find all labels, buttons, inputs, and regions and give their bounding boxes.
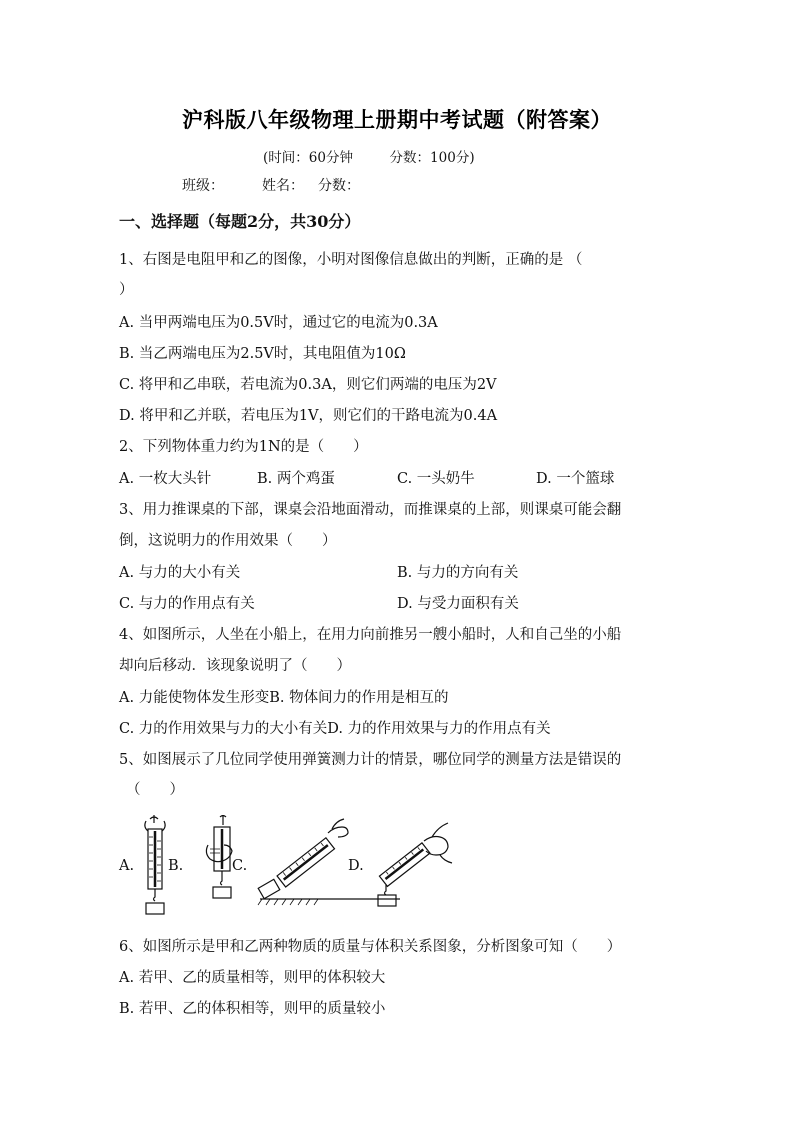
question-3-option-d: D. 与受力面积有关: [397, 596, 519, 612]
figure-label-c: C.: [232, 858, 248, 874]
question-1-stem-cont: ）: [119, 282, 134, 298]
class-label: 班级：: [182, 178, 224, 194]
question-4-options-cd: C. 力的作用效果与力的大小有关D. 力的作用效果与力的作用点有关: [119, 721, 551, 737]
question-3-stem: 3、用力推课桌的下部，课桌会沿地面滑动，而推课桌的上部，则课桌可能会翻: [119, 502, 622, 518]
question-5-stem: 5、如图展示了几位同学使用弹簧测力计的情景，哪位同学的测量方法是错误的: [119, 752, 622, 768]
question-4-stem: 4、如图所示，人坐在小船上，在用力向前推另一艘小船时，人和自己坐的小船: [119, 627, 622, 643]
question-1-option-b: B. 当乙两端电压为2.5V时，其电阻值为10Ω: [119, 346, 406, 362]
question-1-option-d: D. 将甲和乙并联，若电压为1V，则它们的干路电流为0.4A: [119, 408, 498, 424]
score-label: 分数：: [318, 178, 360, 194]
figure-label-b: B.: [168, 858, 184, 874]
scale-d-icon: [378, 823, 452, 906]
question-2-option-a: A. 一枚大头针: [119, 471, 212, 487]
figure-label-d: D.: [348, 858, 364, 874]
question-2-option-c: C. 一头奶牛: [397, 471, 475, 487]
figure-label-a: A.: [119, 858, 135, 874]
question-6-stem: 6、如图所示是甲和乙两种物质的质量与体积关系图象，分析图象可知（ ）: [119, 939, 622, 955]
scale-a-icon: [145, 815, 165, 914]
page-title: 沪科版八年级物理上册期中考试题（附答案）: [182, 107, 612, 132]
exam-info: [263, 146, 475, 166]
name-label: 姓名：: [262, 178, 304, 194]
question-2-option-b: B. 两个鸡蛋: [257, 471, 335, 487]
scale-b-icon: [206, 815, 232, 898]
time-limit: (时间：60分钟: [263, 150, 353, 166]
question-1-stem: 1、右图是电阻甲和乙的图像，小明对图像信息做出的判断，正确的是 （: [119, 252, 583, 268]
question-1-option-c: C. 将甲和乙串联，若电流为0.3A，则它们两端的电压为2V: [119, 377, 497, 393]
question-6-option-b: B. 若甲、乙的体积相等，则甲的质量较小: [119, 1001, 386, 1017]
question-1-option-a: A. 当甲两端电压为0.5V时，通过它的电流为0.3A: [119, 315, 438, 331]
scale-c-icon: [258, 819, 400, 905]
question-4-options-ab: A. 力能使物体发生形变B. 物体间力的作用是相互的: [119, 690, 449, 706]
question-3-option-b: B. 与力的方向有关: [397, 565, 519, 581]
section-heading: 一、选择题（每题2分，共30分）: [119, 212, 361, 231]
spring-scale-drawings: [110, 815, 470, 920]
question-3-option-c: C. 与力的作用点有关: [119, 596, 255, 612]
question-2-stem: 2、下列物体重力约为1N的是（ ）: [119, 439, 368, 455]
question-3-stem-cont: 倒，这说明力的作用效果（ ）: [119, 533, 337, 549]
total-score: 分数：100分): [389, 150, 475, 166]
question-6-option-a: A. 若甲、乙的质量相等，则甲的体积较大: [119, 970, 386, 986]
question-2-option-d: D. 一个篮球: [536, 471, 615, 487]
question-5-stem-cont: （ ）: [126, 782, 184, 798]
question-3-option-a: A. 与力的大小有关: [119, 565, 241, 581]
question-4-stem-cont: 却向后移动．该现象说明了（ ）: [119, 658, 351, 674]
spring-scale-figure: [110, 815, 470, 920]
